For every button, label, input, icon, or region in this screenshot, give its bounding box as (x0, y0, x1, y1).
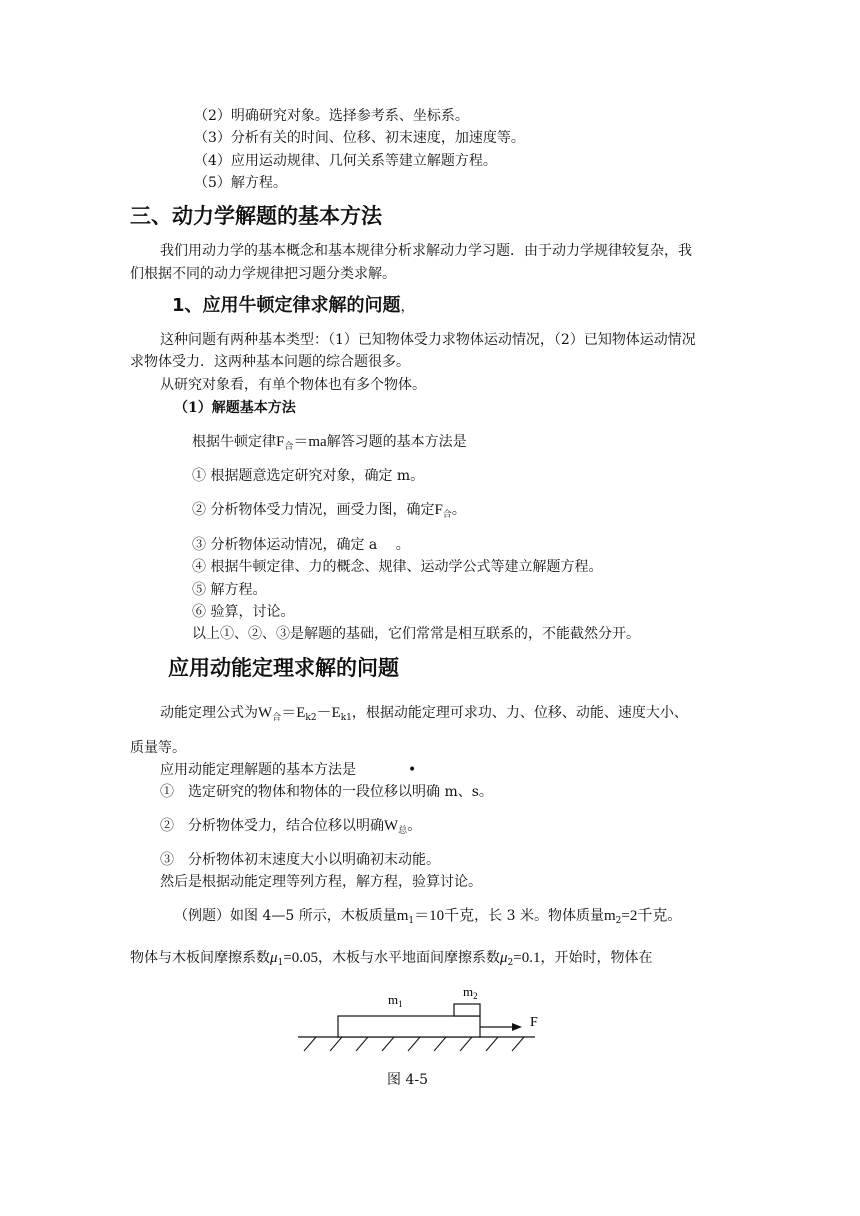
method-heading: （1）解题基本方法 (174, 400, 296, 416)
step-4: （4）应用运动规律、几何关系等建立解题方程。 (194, 153, 497, 169)
kinetic-method-intro: 应用动能定理解题的基本方法是 (160, 762, 356, 778)
section-3-intro-line2: 们根据不同的动力学规律把习题分类求解。 (130, 266, 396, 282)
example-line2-text-c: ，开始时，物体在 (540, 950, 653, 966)
example-line1-text-b: ，长 3 米。物体质量 (474, 908, 604, 924)
method-intro-text-b: 解答习题的基本方法是 (326, 434, 467, 450)
method-item-2-F: F (434, 502, 443, 518)
kinetic-formula-line (160, 703, 688, 728)
force-arrow-head (512, 1023, 522, 1031)
method-item-3: ③ 分析物体运动情况，确定 a 。 (192, 537, 410, 553)
kinetic-item-2 (160, 816, 421, 841)
kinetic-formula-post: ，根据动能定理可求功、力、位移、动能、速度大小、 (351, 705, 688, 721)
method-item-2-end: 。 (451, 502, 466, 518)
method-item-6: ⑥ 验算，讨论。 (192, 604, 295, 620)
example-line2-text-a: 物体与木板间摩擦系数 (130, 950, 270, 966)
label-m1: $m_1$ (388, 992, 403, 1009)
kinetic-W-subscript: 合 (272, 713, 282, 723)
label-m2: $m_2$ (463, 984, 478, 1001)
kinetic-conclusion: 然后是根据动能定理等列方程，解方程，验算讨论。 (160, 874, 482, 890)
subsection-1-heading (172, 294, 415, 319)
example-m2-subscript: 2 (615, 916, 622, 926)
method-item-2-subscript: 合 (442, 510, 452, 520)
figure-4-5 (290, 976, 560, 1060)
subsection-1-p1-line2: 求物体受力．这两种基本问题的综合题很多。 (130, 354, 410, 370)
figure-caption: 图 4-5 (387, 1072, 428, 1088)
method-item-5: ⑤ 解方程。 (192, 582, 267, 598)
method-intro-text-a: 根据牛顿定律 (192, 434, 276, 450)
example-mu1-subscript: 1 (277, 958, 284, 968)
example-m1: m (396, 908, 409, 924)
step-3: （3）分析有关的时间、位移、初末速度，加速度等。 (194, 130, 525, 146)
example-line1-text-c: 。 (667, 908, 682, 924)
method-item-4: ④ 根据牛顿定律、力的概念、规律、运动学公式等建立解题方程。 (192, 559, 603, 575)
method-item-1: ① 根据题意选定研究对象，确定 m。 (192, 468, 425, 484)
kinetic-item-1: ① 选定研究的物体和物体的一段位移以明确 m、s。 (160, 784, 493, 800)
method-item-2-text: ② 分析物体受力情况，画受力图，确定 (192, 502, 435, 518)
subsection-2-heading: 应用动能定理求解的问题 (168, 656, 399, 680)
example-line2 (130, 948, 652, 973)
example-mu1-value: =0.05 (283, 950, 318, 966)
subsection-1-comma: ， (400, 299, 415, 315)
label-F: F (530, 1015, 538, 1030)
kinetic-item-2-W: W (384, 818, 399, 834)
example-mu1: μ (270, 950, 278, 966)
example-mu2-value: =0.1 (513, 950, 541, 966)
formula-F: F (276, 434, 285, 450)
example-line2-text-b: ，木板与水平地面间摩擦系数 (317, 950, 500, 966)
subsection-1-p1-line1: 这种问题有两种基本类型：（1）已知物体受力求物体运动情况，（2）已知物体运动情况 (160, 332, 696, 348)
method-intro (192, 432, 467, 457)
kinetic-formula-pre: 动能定理公式为 (160, 705, 258, 721)
method-item-2 (192, 500, 466, 525)
kinetic-Ek2-subscript: k2 (305, 713, 317, 723)
example-m1-value: ＝10千克 (414, 908, 475, 924)
kinetic-item-3: ③ 分析物体初末速度大小以明确初末动能。 (160, 852, 440, 868)
board-block (338, 1016, 480, 1037)
kinetic-item-2-subscript: 总 (398, 826, 408, 836)
example-mu2-subscript: 2 (507, 958, 514, 968)
example-line1-text-a: （例题）如图 4—5 所示，木板质量 (174, 908, 397, 924)
formula-F-subscript: 合 (284, 442, 294, 452)
kinetic-minus: －E (316, 705, 341, 721)
kinetic-bullet: • (408, 762, 417, 778)
section-3-intro-line1: 我们用动力学的基本概念和基本规律分析求解动力学习题．由于动力学规律较复杂，我 (160, 243, 692, 259)
step-2: （2）明确研究对象。选择参考系、坐标系。 (194, 108, 469, 124)
subsection-1-p2: 从研究对象看，有单个物体也有多个物体。 (160, 377, 426, 393)
example-m2-value: =2千克 (621, 908, 668, 924)
ground-hatching (304, 1037, 524, 1051)
kinetic-eq: ＝E (281, 705, 306, 721)
kinetic-Ek1-subscript: k1 (340, 713, 352, 723)
example-line1 (174, 906, 681, 931)
formula-eq: ＝ma (293, 434, 327, 450)
kinetic-formula-line2: 质量等。 (130, 740, 186, 756)
section-3-heading: 三、动力学解题的基本方法 (130, 204, 382, 228)
kinetic-item-2-end: 。 (407, 818, 422, 834)
object-block (454, 1004, 480, 1016)
example-m1-subscript: 1 (408, 916, 415, 926)
kinetic-W: W (258, 705, 273, 721)
step-5: （5）解方程。 (194, 175, 287, 191)
example-mu2: μ (499, 950, 508, 966)
subsection-1-title: 1、应用牛顿定律求解的问题 (172, 295, 401, 316)
method-summary: 以上①、②、③是解题的基础，它们常常是相互联系的，不能截然分开。 (192, 626, 640, 642)
kinetic-item-2-text: ② 分析物体受力，结合位移以明确 (160, 818, 384, 834)
example-m2: m (603, 908, 616, 924)
